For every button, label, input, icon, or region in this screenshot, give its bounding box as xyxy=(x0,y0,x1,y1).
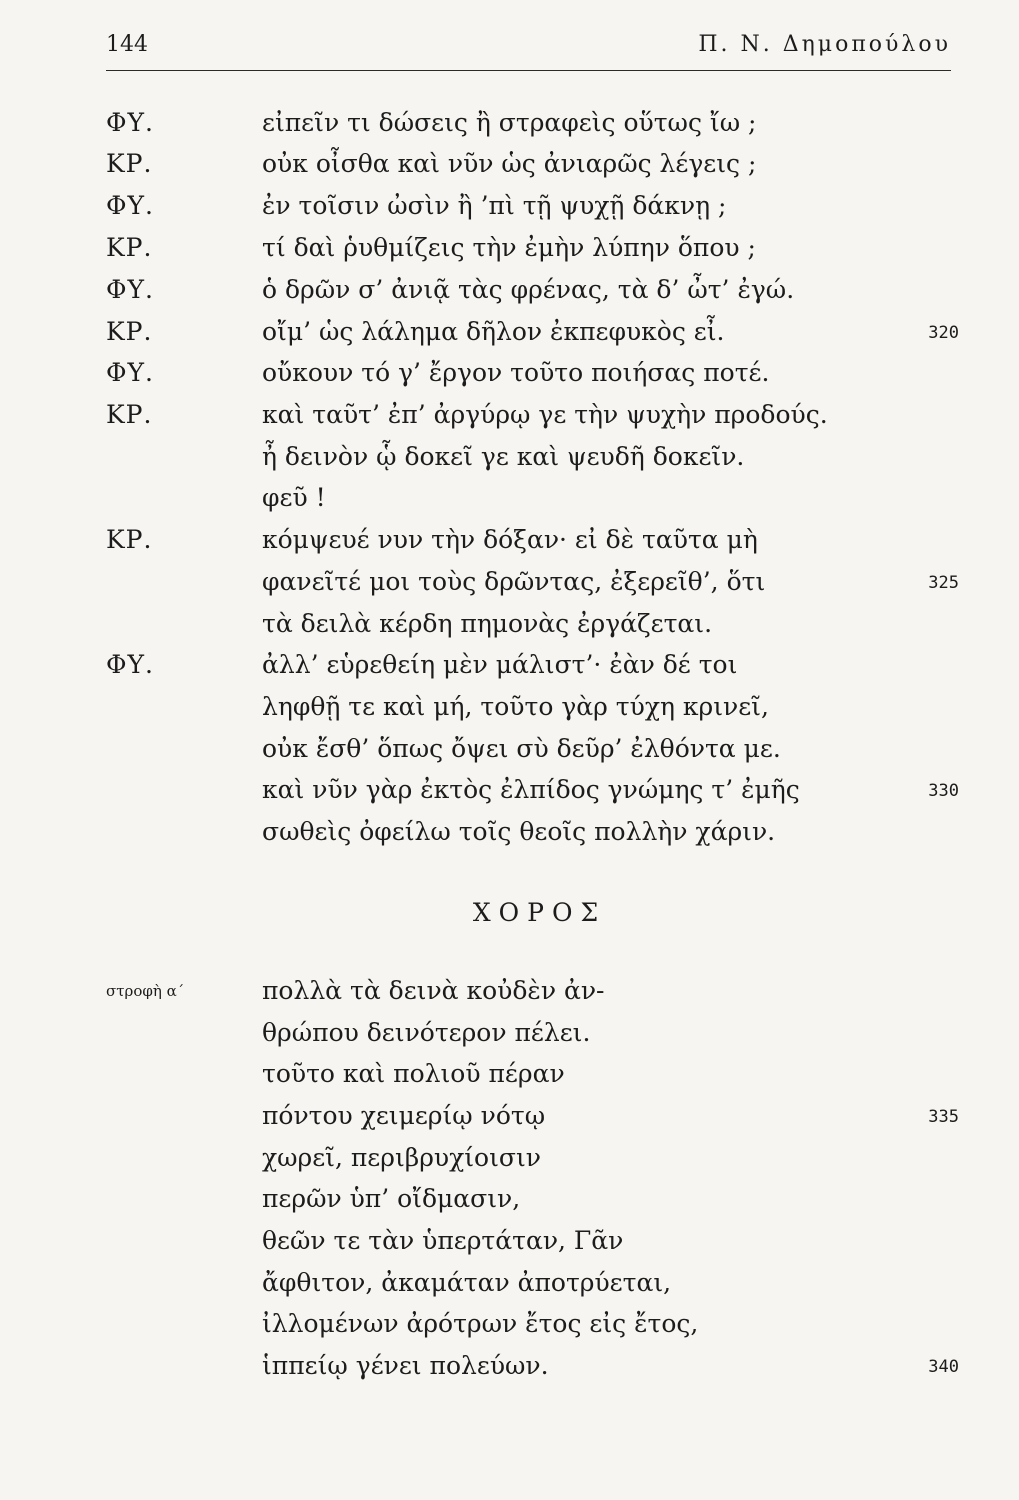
chorus-line xyxy=(0,1097,1019,1139)
verse-text: φεῦ ! xyxy=(262,483,326,512)
speaker-label: ΦΥ. xyxy=(106,358,154,387)
speaker-label: ΦΥ. xyxy=(106,108,154,137)
verse-text: θρώπου δεινότερον πέλει. xyxy=(262,1018,591,1047)
verse-line xyxy=(0,104,1019,146)
verse-text: εἰπεῖν τι δώσεις ἢ στραφεὶς οὕτως ἴω ; xyxy=(262,108,757,137)
chorus-line xyxy=(0,1014,1019,1056)
line-number: 335 xyxy=(928,1107,959,1127)
verse-text: ἐν τοῖσιν ὠσὶν ἢ ’πὶ τῇ ψυχῇ δάκνῃ ; xyxy=(262,191,727,220)
verse-text: περῶν ὑπ’ οἴδμασιν, xyxy=(262,1184,521,1213)
chorus-line xyxy=(0,1347,1019,1389)
verse-line xyxy=(0,521,1019,563)
verse-line xyxy=(0,313,1019,355)
speaker-label: ΚΡ. xyxy=(106,233,153,262)
verse-line xyxy=(0,145,1019,187)
verse-line xyxy=(0,730,1019,772)
chorus-line xyxy=(0,972,1019,1014)
verse-text: ἀλλ’ εὑρεθείη μὲν μάλιστ’· ἐὰν δέ τοι xyxy=(262,650,738,679)
chorus-line xyxy=(0,1139,1019,1181)
verse-text: τί δαὶ ῥυθμίζεις τὴν ἐμὴν λύπην ὅπου ; xyxy=(262,233,756,262)
verse-text: τὰ δειλὰ κέρδη πημονὰς ἐργάζεται. xyxy=(262,609,713,638)
verse-text: οὐκ οἶσθα καὶ νῦν ὡς ἀνιαρῶς λέγεις ; xyxy=(262,149,757,178)
page-number: 144 xyxy=(106,32,148,57)
verse-line xyxy=(0,438,1019,480)
verse-text: καὶ ταῦτ’ ἐπ’ ἀργύρῳ γε τὴν ψυχὴν προδούς. xyxy=(262,400,828,429)
chorus-line xyxy=(0,1264,1019,1306)
verse-line xyxy=(0,688,1019,730)
verse-text: τοῦτο καὶ πολιοῦ πέραν xyxy=(262,1059,565,1088)
verse-line xyxy=(0,229,1019,271)
speaker-label: ΦΥ. xyxy=(106,650,154,679)
chorus-heading: ΧΟΡΟΣ xyxy=(472,898,607,927)
verse-text: ληφθῇ τε καὶ μή, τοῦτο γὰρ τύχη κρινεῖ, xyxy=(262,692,769,721)
speaker-label: ΦΥ. xyxy=(106,275,154,304)
line-number: 330 xyxy=(928,781,959,801)
strophe-label: στροφὴ α΄ xyxy=(106,982,185,1000)
verse-text: ἱππείῳ γένει πολεύων. xyxy=(262,1351,549,1380)
verse-text: θεῶν τε τὰν ὑπερτάταν, Γᾶν xyxy=(262,1226,624,1255)
chorus-line xyxy=(0,1305,1019,1347)
verse-text: οἴμ’ ὡς λάλημα δῆλον ἐκπεφυκὸς εἶ. xyxy=(262,317,725,346)
line-number: 340 xyxy=(928,1357,959,1377)
line-number: 325 xyxy=(928,573,959,593)
verse-text: σωθεὶς ὀφείλω τοῖς θεοῖς πολλὴν χάριν. xyxy=(262,817,776,846)
verse-line xyxy=(0,813,1019,855)
speaker-label: ΚΡ. xyxy=(106,149,153,178)
verse-line xyxy=(0,354,1019,396)
header-rule xyxy=(106,70,951,71)
verse-text: ἰλλομένων ἀρότρων ἔτος εἰς ἔτος, xyxy=(262,1309,699,1338)
line-number: 320 xyxy=(928,323,959,343)
verse-line xyxy=(0,479,1019,521)
verse-text: χωρεῖ, περιβρυχίοισιν xyxy=(262,1143,541,1172)
verse-line xyxy=(0,396,1019,438)
verse-line xyxy=(0,563,1019,605)
running-head: Π. Ν. Δημοπούλου xyxy=(698,32,951,57)
speaker-label: ΦΥ. xyxy=(106,191,154,220)
verse-text: πολλὰ τὰ δεινὰ κοὐδὲν ἀν- xyxy=(262,976,605,1005)
verse-text: οὐκ ἔσθ’ ὅπως ὄψει σὺ δεῦρ’ ἐλθόντα με. xyxy=(262,734,781,763)
speaker-label: ΚΡ. xyxy=(106,525,153,554)
verse-line xyxy=(0,646,1019,688)
verse-text: φανεῖτέ μοι τοὺς δρῶντας, ἐξερεῖθ’, ὅτι xyxy=(262,567,766,596)
verse-line xyxy=(0,187,1019,229)
verse-text: ὁ δρῶν σ’ ἀνιᾷ τὰς φρένας, τὰ δ’ ὦτ’ ἐγώ. xyxy=(262,275,795,304)
speaker-label: ΚΡ. xyxy=(106,400,153,429)
verse-text: ἄφθιτον, ἀκαμάταν ἀποτρύεται, xyxy=(262,1268,672,1297)
chorus-line xyxy=(0,1180,1019,1222)
verse-text: πόντου χειμερίῳ νότῳ xyxy=(262,1101,546,1130)
verse-text: καὶ νῦν γὰρ ἐκτὸς ἐλπίδος γνώμης τ’ ἐμῆς xyxy=(262,775,800,804)
verse-line xyxy=(0,771,1019,813)
verse-text: κόμψευέ νυν τὴν δόξαν· εἰ δὲ ταῦτα μὴ xyxy=(262,525,758,554)
speaker-label: ΚΡ. xyxy=(106,317,153,346)
verse-line xyxy=(0,605,1019,647)
chorus-line xyxy=(0,1055,1019,1097)
verse-text: ἦ δεινὸν ᾧ δοκεῖ γε καὶ ψευδῆ δοκεῖν. xyxy=(262,442,745,471)
verse-text: οὔκουν τό γ’ ἔργον τοῦτο ποιήσας ποτέ. xyxy=(262,358,770,387)
verse-line xyxy=(0,271,1019,313)
chorus-line xyxy=(0,1222,1019,1264)
